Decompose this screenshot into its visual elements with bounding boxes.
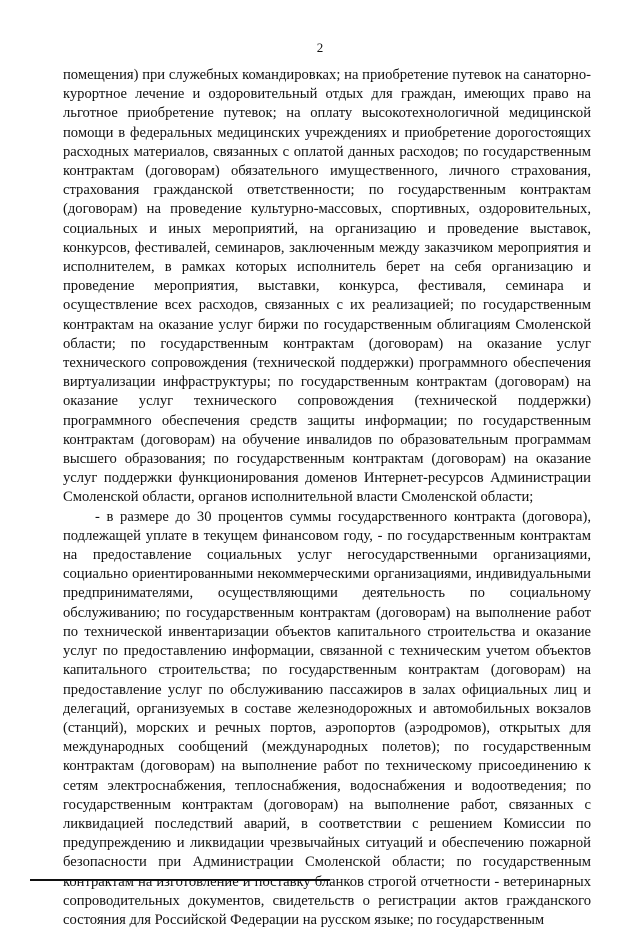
paragraph-continued: помещения) при служебных командировках; на приобретение путевок на санаторно-курортное лечение и оздоровительный отдых для граждан, имеющих право на льготное приобретение путевок; на оплату высокотехнологичной медицинской помощи в федеральных медицинских учреждениях и приобретение дорогостоящих расходных материалов, связанных с оплатой данных расходов; по государственным контрактам (договорам) обязательного имущественного, личного страхования, страхования гражданской ответственности; по государственным контрактам (договорам) на проведение культурно-массовых, спортивных, оздоровительных, социальных и иных мероприятий, на организацию и проведение выставок, конкурсов, фестивалей, семинаров, заключенным между заказчиком мероприятия и исполнителем, в рамках которых исполнитель берет на себя организацию и проведение мероприятия, выставки, конкурса, фестиваля, семинара и осуществление всех расходов, связанных с их реализацией; по государственным контрактам на оказание услуг биржи по государственным облигациям Смоленской области; по государственным контрактам (договорам) на оказание услуг технического сопровождения (технической поддержки) программного обеспечения виртуализации инфраструктуры; по государственным контрактам (договорам) на оказание услуг технического сопровождения (технической поддержки) программного обеспечения средств защиты информации; по государственным контрактам (договорам) на обучение инвалидов по образовательным программам высшего образования; по государственным контрактам (договорам) на оказание услуг поддержки функционирования доменов Интернет-ресурсов Администрации Смоленской области, органов исполнительной власти Смоленской области; — [63, 67, 591, 506]
body-text — [63, 66, 591, 930]
paragraph-advance-30-percent: - в размере до 30 процентов суммы государственного контракта (договора), подлежащей уплате в текущем финансовом году, - по государственным контрактам на предоставление социальных услуг негосударственными организациями, социально ориентированными некоммерческими организациями, индивидуальными предпринимателями, осуществляющими деятельность по социальному обслуживанию; по государственным контрактам (договорам) на выполнение работ по технической инвентаризации объектов капитального строительства и оказание услуг по предоставлению информации, связанной с техническим учетом объектов капитального строительства; по государственным контрактам (договорам) на предоставление услуг по обслуживанию пассажиров в залах официальных лиц и делегаций, организуемых в составе железнодорожных и автомобильных вокзалов (станций), морских и речных портов, аэропортов (аэродромов), открытых для международных сообщений (международных полетов); по государственным контрактам (договорам) на выполнение работ по техническому присоединению к сетям электроснабжения, теплоснабжения, водоснабжения и водоотведения; по государственным контрактам (договорам) на выполнение работ, связанных с ликвидацией последствий аварий, в соответствии с решением Комиссии по предупреждению и ликвидации чрезвычайных ситуаций и обеспечению пожарной безопасности при Администрации Смоленской области; по государственным контрактам на изготовление и поставку бланков строгой отчетности - ветеринарных сопроводительных документов, свидетельств о регистрации актов гражданского состояния для Российской Федерации на русском языке; по государственным — [63, 508, 591, 928]
page-number: 2 — [316, 40, 324, 55]
footnote-divider — [30, 879, 330, 881]
